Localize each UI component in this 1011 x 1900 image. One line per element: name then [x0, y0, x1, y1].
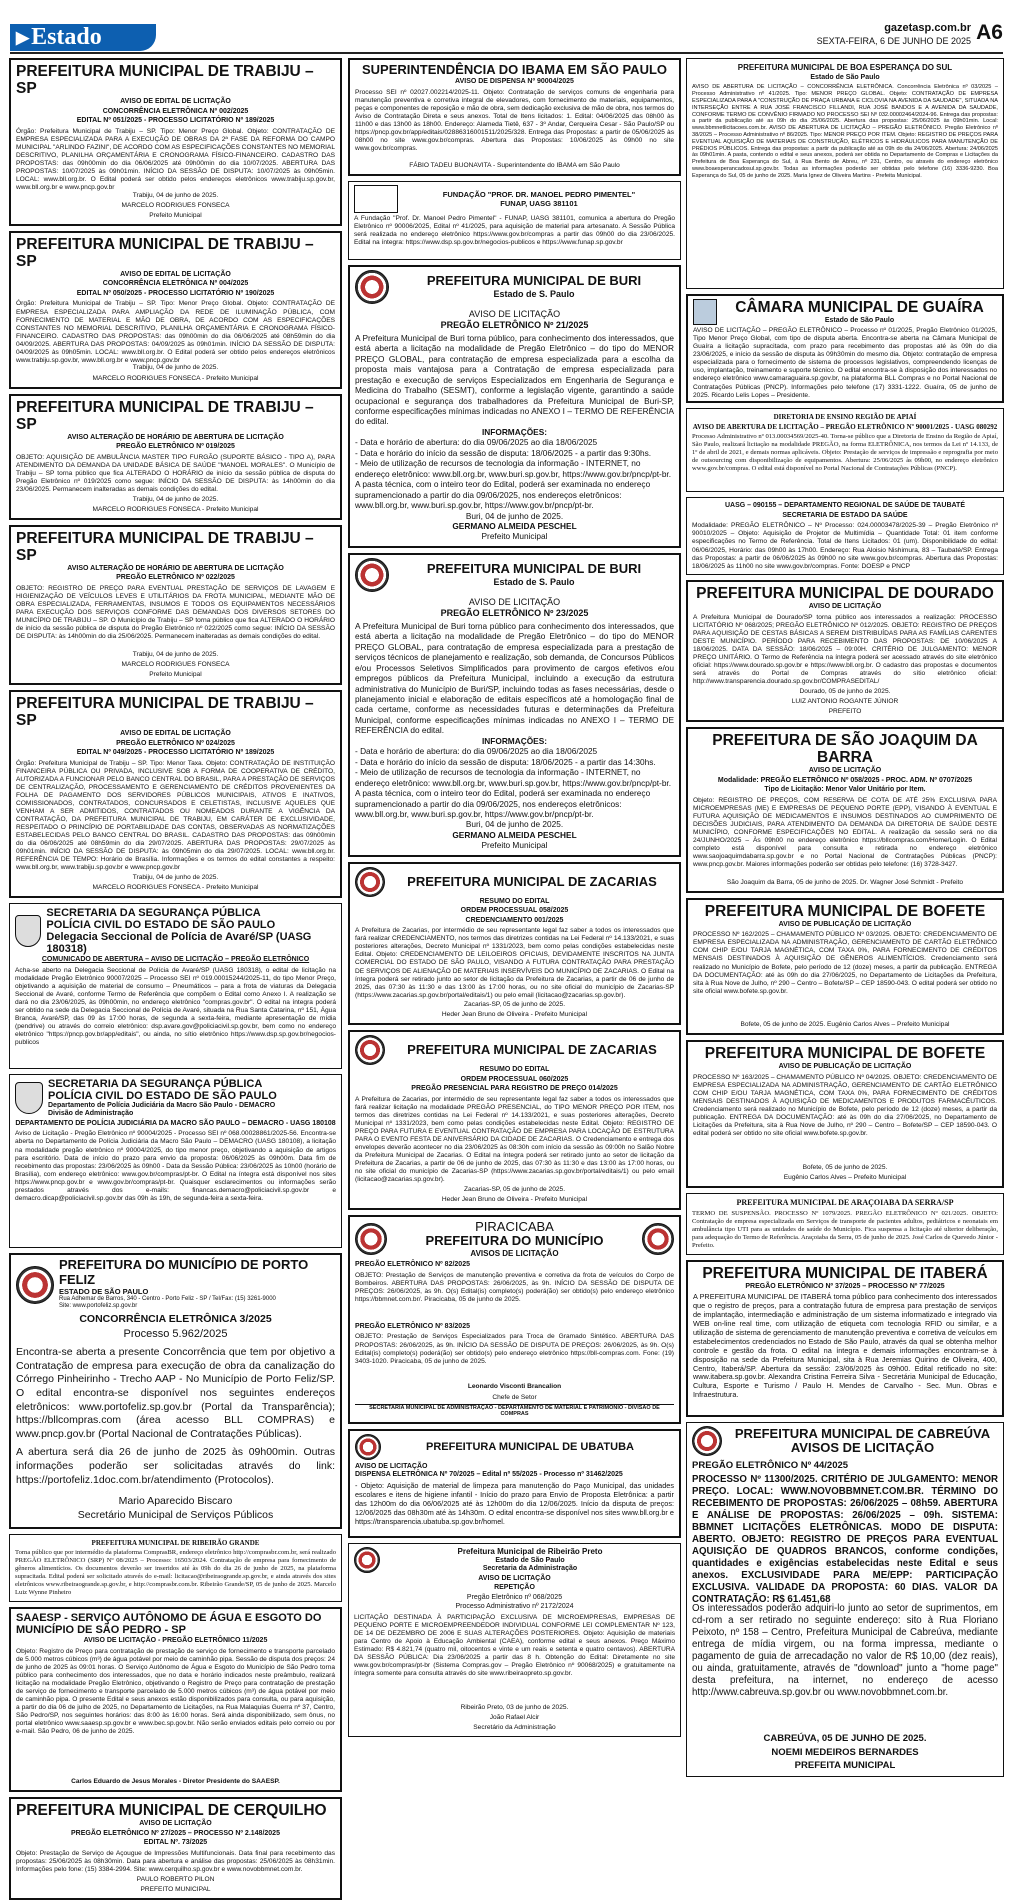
- municipal-seal-icon: [692, 1426, 722, 1456]
- notice-ubatuba: [348, 1429, 681, 1538]
- notice-signature-role: PREFEITA MUNICIPAL: [794, 1760, 896, 1772]
- notice-info: - Meio de utilização de recursos de tecnologia da informação - INTERNET, no endereço eletrônico: www.bll.org.br, www.buri.sp.gov.br, https://www.gov.br/pncp/pt-br. A pasta técnica, com o inteiro teor do Edital, poderá ser examinada no endereço supramencionado a partir do dia 09/06/2025, nos endereços eletrônicos: www.bll.org.br, www.buri.sp.gov.br, https://www.gov.br/pncp/pt-br.: [355, 767, 672, 819]
- notice-title: PREFEITURA MUNICIPAL DE TRABIJU – SP: [16, 529, 314, 564]
- notice-body: [355, 621, 674, 851]
- notice-body: [355, 333, 674, 542]
- notice-subtitle: EDITAL Nº 049/2025 - PROCESSO LICITATÓRIO Nº 189/2025: [76, 749, 275, 757]
- notice-title: PREFEITURA MUNICIPAL DE ITABERÁ: [702, 1264, 988, 1282]
- notice-body: LICITAÇÃO DESTINADA À PARTICIPAÇÃO EXCLUSIVA DE MICROEMPRESAS, EMPRESAS DE PEQUENO PORTE E MICROEMPREENDEDOR INDIVIDUAL CONFORME LEI COMPLEMENTAR Nº 123, DE 14 DE DEZEMBRO DE 2006 E SUAS ALTERAÇÕES POSTERIORES. Objeto: Aquisição de materiais para Centro de Apoio à Educação Ambiental (CAEA), conforme edital e seus anexos. Preço Máximo Estimado: R$ 4.821,74 (quatro mil, oitocentos e vinte e um reais e setenta e quatro centavos). ABERTURA DA SESSÃO PÚBLICA: Dia 23/06/2025 a partir das 8 h. Obtenção do Edital: Diretamente no site www.gov.br/compras/pt-br (Sistema Compras.gov – Pregão Eletrônico nº 90068/2025) e gratuitamente na íntegra somente para consulta através do site www.ribeiraopreto.sp.gov.br.: [354, 1613, 675, 1678]
- notice-title: PREFEITURA MUNICIPAL DE ZACARIAS: [407, 1042, 657, 1058]
- notice-signature: GERMANO ALMEIDA PESCHEL: [452, 829, 577, 840]
- notice-signature: MARCELO RODRIGUES FONSECA: [121, 201, 230, 209]
- notice-subtitle: CREDENCIAMENTO 001/2025: [465, 916, 564, 924]
- notice-title: DIRETORIA DE ENSINO REGIÃO DE APIAÍ: [773, 413, 917, 422]
- notice-signature: NOEMI MEDEIROS BERNARDES: [771, 1746, 919, 1758]
- notice-body: Processo Administrativo nº 013.00034569/2025-40. Torna-se público que a Diretoria de Ensino da Região de Apiaí, São Paulo, realizará licitação na modalidade PREGÃO, na forma ELETRÔNICA, nos termos da Lei nº 14.133, de 1º de abril de 2021, e demais normas aplicáveis. Objeto: Prestação de serviços de impressão e reprografia por meio de outsourcing com disponibilização de equipamentos. Abertura: 25/06/2025 às 09h00, no endereço eletrônico www.gov.br/compras. O edital está disponível no Portal Nacional de Contratações Públicas (PNCP).: [692, 433, 998, 473]
- notice-subtitle: DEPARTAMENTO DE POLÍCIA JUDICIÁRIA DA MACRO SÃO PAULO – DEMACRO - UASG 180108: [15, 1119, 336, 1127]
- notice-signature: MARCELO RODRIGUES FONSECA: [121, 660, 230, 668]
- notice-itabera: [686, 1260, 1004, 1418]
- notice-title: PREFEITURA DO MUNICÍPIO: [425, 1233, 604, 1249]
- notice-title: POLÍCIA CIVIL DO ESTADO DE SÃO PAULO: [48, 1089, 277, 1102]
- notice-body: A Prefeitura Municipal de Dourado/SP torna público aos interessados a realização: PROCESSO LICITATÓRIO Nº 068/2025; PREGÃO ELETRÔNICO Nº 012/2025. OBJETO: REGISTRO DE PREÇOS PARA AQUISIÇÃO DE CESTAS BÁSICAS A SEREM DISTRIBUÍDAS PARA AS FAMÍLIAS CARENTES DESTE MUNICÍPIO. PERÍODO PARA RECEBIMENTO DAS PROPOSTAS: DE 10/06/2025 A 18/06/2025. DATA DA SESSÃO: 18/06/2025 – 09:00H. CRITÉRIO DE JULGAMENTO: MENOR PREÇO UNITÁRIO. O Termo de Referência na íntegra poderá ser acessado através do site eletrônico oficial: https://www.dourado.sp.gov.br e https://www.bll.org.br. O cadastro das propostas e documentos será através do Portal de Compras através do sítio eletrônico oficial: http://www.transparencia.dourado.sp.gov.br/COMPRASEDITAL/: [693, 613, 997, 686]
- notice-body: PROCESSO Nº 11300/2025. CRITÉRIO DE JULGAMENTO: MENOR PREÇO. LOCAL: WWW.NOVOBBMNET.COM.BR. TÉRMINO DO RECEBIMENTO DE PROPOSTAS: 26/06/2025 – 08h59. ABERTURA E ANÁLISE DE PROPOSTAS: 26/06/2025 – 09h. SISTEMA: BBMNET LICITAÇÕES ELETRÔNICAS. MODO DE DISPUTA: ABERTO. OBJETO: REGISTRO DE PREÇOS PARA EVENTUAL AQUISIÇÃO DE QUADROS BRANCOS, conforme condições, quantidades e exigências estabelecidas neste Edital e seus anexos. EXCLUSIVIDADE PARA ME/EPP: PARTICIPAÇÃO EXCLUSIVA. VALIDADE DA PROPOSTA: 60 DIAS. VALOR DA CONTRATAÇÃO: R$ 61.451,68: [692, 1473, 998, 1606]
- notice-trabiju-3: [9, 394, 342, 520]
- notice-title: Prefeitura Municipal de Ribeirão Preto: [457, 1547, 603, 1557]
- notice-title: SUPERINTENDÊNCIA DO IBAMA EM SÃO PAULO: [361, 62, 668, 77]
- notice-signature: Carlos Eduardo de Jesus Morales - Diretor Presidente do SAAESP.: [71, 1777, 280, 1785]
- notice-subtitle: AVISO DE LICITAÇÃO - PREGÃO ELETRÔNICO 11/2025: [83, 1637, 268, 1645]
- notice-heading-row: [692, 1426, 998, 1456]
- notice-subtitle: AVISO DE ABERTURA DE LICITAÇÃO – PREGÃO ELETRÔNICO Nº 90001/2025 - UASG 080292: [692, 422, 998, 431]
- notice-body: TERMO DE SUSPENSÃO. PROCESSO Nº 1079/2025. PREGÃO ELETRÔNICO Nº 021/2025. OBJETO: Contratação de empresa especializada em Serviços de transporte de pacientes adultos, pediátricos e neonatais em ambulância tipo UTI para as unidades de saúde do Município. Fica suspensa a licitação até ulterior deliberação, para adequação do Termo de Referência. Araçoiaba da Serra, 05 de junho de 2025. José Carlos de Quevedo Júnior - Prefeito.: [692, 1209, 998, 1249]
- notice-subtitle: Estado de São Paulo: [824, 316, 895, 324]
- notice-title: PREFEITURA MUNICIPAL DE BOA ESPERANÇA DO SUL: [737, 63, 953, 72]
- notice-subtitle: ORDEM PROCESSUAL 058/2025: [460, 907, 569, 915]
- notice-signature-role: Secretário da Administração: [473, 1724, 556, 1732]
- notice-trabiju-1: [9, 58, 342, 226]
- notice-date: Ribeirão Preto, 03 de junho de 2025.: [460, 1703, 569, 1711]
- notice-title: PREFEITURA MUNICIPAL DE BURI: [426, 561, 642, 577]
- notice-title: PREFEITURA DE SÃO JOAQUIM DA BARRA: [712, 732, 978, 767]
- notice-sao-joaquim-da-barra: [686, 727, 1004, 893]
- notice-subtitle: Processo Administrativo nº 2172/2024: [455, 1603, 574, 1611]
- notice-title: PREFEITURA MUNICIPAL DE CABREÚVA: [734, 1426, 991, 1442]
- notice-heading-row: [354, 185, 675, 213]
- police-badge-icon: [15, 915, 41, 947]
- notice-porto-feliz: [9, 1253, 342, 1528]
- notice-date: Zacarias-SP, 05 de junho de 2025.: [463, 1001, 566, 1009]
- notice-info-title: INFORMAÇÕES:: [482, 426, 547, 437]
- notice-body: Órgão: Prefeitura Municipal de Trabiju – SP. Tipo: Menor Preço Global. Objeto: CONTRATAÇÃO DE EMPRESA ESPECIALIZADA PARA AMPLIAÇÃO DA REDE DE ILUMINAÇÃO PÚBLICA, COM FORNECIMENTO DE MATERIAL E MÃO DE OBRA, DE ACORDO COM AS ESPECIFICAÇÕES CONSTANTES NO MEMORIAL DESCRITIVO, PLANILHA ORÇAMENTÁRIA E CRONOGRAMA FÍSICO-FINANCEIRO. CADASTRO DAS PROPOSTAS: das 09h00min do dia 06/06/2025 até 08h59min do dia 04/09/2025. ABERTURA DAS PROPOSTAS: 04/09/2025 às 09h01min. INÍCIO DA SESSÃO DE DISPUTA: 04/09/2025 às 09h05min. LOCAL: www.bll.org.br. O Edital poderá ser obtido pelos endereços eletrônicos www.trabiju.sp.gov.br, www.bll.org.br e www.pncp.gov.br: [16, 300, 335, 364]
- notice-subtitle: CONCORRÊNCIA ELETRÔNICA Nº 002/2025: [102, 107, 249, 115]
- notice-bofete-2: [686, 1040, 1004, 1188]
- notice-body: AVISO DE ABERTURA DE LICITAÇÃO – CONCORRÊNCIA ELETRÔNICA. Concorrência Eletrônica nº 03/2025 – Processo Administrativo nº 41/2025. Tipo: MENOR PREÇO GLOBAL. Objeto: CONTRATAÇÃO DE EMPRESA ESPECIALIZADA PARA A "CONSTRUÇÃO DE PRAÇA URBANA E CICLOVIA NA AVENIDA DA SAUDADE", SITUADA NA INTERSEÇÃO ENTRE A RUA JOSÉ FRANCISCO FILLANDI, RUA JOSÉ BANDOS E A AVENIDA DA SAUDADE, CONFORME TERMO DE CONVÊNIO FIRMADO NO PROCESSO SEI Nº 032.00002464/2024-96. Entrega das propostas: a partir da publicação até as 09h do dia 25/06/2025. Abertura das propostas: 25/06/2025 às 09h01min. Local: www.bbmnetlicitacoes.com.br. AVISO DE ABERTURA DE LICITAÇÃO – PREGÃO ELETRÔNICO. Pregão Eletrônico nº 38/2025 – Processo Administrativo nº 86/2025. Tipo: MENOR PREÇO POR ITEM. Objeto: REGISTRO DE PREÇOS PARA EVENTUAL AQUISIÇÃO DE MATERIAIS DE CONSTRUÇÃO, ELÉTRICOS E HIDRÁULICOS PARA MANUTENÇÃO DE PRÉDIOS PÚBLICOS. Entrega das propostas: a partir da publicação até as 09h do dia 24/06/2025. Abertura: 24/06/2025 às 09h01min. A pasta, contendo o edital e seus anexos, poderá ser obtida no Departamento de Compras e Licitações da Prefeitura de Boa Esperança do Sul, à Rua Bento de Abreu, nº 231, Centro, ou através do endereço eletrônico www.boaesperancadosul.sp.gov.br. Todas as informações poderão ser obtidas pelo telefone (16) 3336-9230. Boa Esperança do Sul, 05 de junho de 2025. Maria Ignez de Oliveira Martins - Prefeita Municipal.: [692, 84, 998, 179]
- notice-signature-role: Prefeito Municipal: [481, 840, 548, 851]
- notice-subtitle: PREGÃO ELETRÔNICO Nº 21/2025: [440, 319, 589, 330]
- notice-title: SECRETARIA DA SEGURANÇA PÚBLICA: [46, 906, 261, 919]
- notice-ssp-demacro: [9, 1074, 342, 1249]
- notice-date: Bofete, 05 de junho de 2025.: [802, 1163, 888, 1171]
- municipal-seal-icon: [355, 270, 389, 304]
- notice-signature-role: PREFEITO MUNICIPAL: [140, 1885, 211, 1893]
- notice-title: CÂMARA MUNICIPAL DE GUAÍRA: [735, 299, 984, 317]
- notice-info: - Data e horário do início da sessão de disputa: 18/06/2025 - a partir das 14:30hs.: [355, 756, 656, 767]
- notice-subtitle: CONCORRÊNCIA ELETRÔNICA 3/2025: [79, 1312, 272, 1325]
- municipal-seal-icon: [16, 1266, 54, 1304]
- notice-subtitle: AVISO DE EDITAL DE LICITAÇÃO: [120, 270, 231, 278]
- notice-title: FUNAP, UASG 381101: [500, 198, 578, 208]
- notice-site[interactable]: Site: www.portofeliz.sp.gov.br: [59, 1303, 138, 1310]
- notice-title: PREFEITURA MUNICIPAL DE ZACARIAS: [407, 873, 657, 889]
- notice-subtitle: EDITAL Nº 050/2025 - PROCESSO LICITATÓRIO Nº 190/2025: [76, 289, 275, 297]
- notice-subtitle: EDITAL Nº 051/2025 - PROCESSO LICITATÓRIO Nº 189/2025: [76, 117, 275, 125]
- notice-subtitle: COMUNICADO DE ABERTURA – AVISO DE LICITAÇÃO – PREGÃO ELETRÔNICO: [41, 956, 310, 964]
- notice-saaesp: [9, 1607, 342, 1792]
- notice-subtitle: AVISO DE LICITAÇÃO: [808, 603, 882, 611]
- notice-heading-row: [355, 1434, 674, 1460]
- notice-subtitle: Divisão de Administração: [48, 1110, 134, 1118]
- municipal-seal-icon: [355, 1223, 387, 1255]
- notice-body: Objeto: Registro de Preço para contratação de prestação de serviço de fornecimento e transporte parcelado de 5.000 metros cúbicos (m³) de água potável por meio de caminhão pipa. Sessão de disputa dos preços: 24 de junho de 2025 às 09:01 horas. O Serviço Autônomo de Água e Esgoto do Município de São Pedro torna público para conhecimento dos interessados, que no data e horário indicados neste preâmbulo, realizará licitação na modalidade Pregão Eletrônico, objetivando o Registro de Preço para contratação de prestação de serviço de fornecimento e transporte parcelado de 5.000 metros cúbicos (m³) de água potável por meio de caminhão pipa. O presente Edital e seus anexos estão disponibilizados para consulta, ou para aquisição, a partir do dia 06 de julho de 2025, no Departamento de Licitações, na Rua Malaquias Guerra nº 37, Centro, São Pedro/SP, nos seguintes horários: das 8:00 às 16:00 horas. Será ainda disponibilizado, sem ônus, no portal eletrônico www.saaesp.sp.gov.br e www.bec.sp.gov.br. Não serão enviados editais pelo correio ou por e-mail. São Pedro, 06 de junho de 2025.: [16, 1647, 335, 1736]
- notice-paragraph: A Prefeitura Municipal de Buri torna público, para conhecimento dos interessados, que está aberta a licitação na modalidade de Pregão Eletrônico – do tipo do MENOR PREÇO GLOBAL, para contratação de empresa especializada para a escolha da proposta mais vantajosa para a Contratação de empresa especializada para prestação e execução de serviços Especializados em Engenharia de Segurança e Medicina do Trabalho (SESMT), conforme a legislação vigente, garantindo a saúde ocupacional e segurança dos trabalhadores da Prefeitura Municipal de Buri-SP, conforme especificações mínimas indicadas no ANEXO I – TERMO DE REFERÊNCIA do edital.: [355, 332, 674, 427]
- site-url[interactable]: gazetasp.com.br: [884, 22, 971, 34]
- notice-signature: MARCELO RODRIGUES FONSECA - Prefeito Municipal: [92, 374, 259, 382]
- notice-subtitle: EDITAL Nº. 73/2025: [143, 1839, 208, 1847]
- notice-subtitle: AVISOS DE LICITAÇÃO: [790, 1440, 935, 1456]
- notice-signature-role: Secretário Municipal de Serviços Públicos: [77, 1509, 274, 1522]
- notice-date: CABREÚVA, 05 DE JUNHO DE 2025.: [763, 1732, 927, 1744]
- notice-heading-row: [355, 1035, 674, 1065]
- notice-signature-role: PREFEITO: [828, 708, 862, 716]
- notice-title: FUNDAÇÃO "PROF. DR. MANOEL PEDRO PIMENTEL": [442, 189, 636, 199]
- notice-heading-row: [15, 907, 336, 955]
- notice-info: - Data e horário de abertura: do dia 09/06/2025 ao dia 18/06/2025: [355, 437, 598, 448]
- municipal-seal-icon: [355, 867, 385, 897]
- notice-title: PREFEITURA MUNICIPAL DE TRABIJU – SP: [16, 695, 314, 730]
- notice-title: PREFEITURA DO MUNICÍPIO DE PORTO FELIZ: [59, 1257, 309, 1287]
- column-right: [686, 58, 1004, 1780]
- notice-subtitle: AVISO DE LICITAÇÃO: [468, 596, 561, 607]
- notice-body: A PREFEITURA MUNICIPAL DE ITABERÁ torna público para conhecimento dos interessados que o registro de preços, para a contratação futura de empresa para prestação de serviços de implantação, intermediação e administração de um sistema informatizado e integrado via WEB on-line real time, com utilização de etiqueta com tecnologia RFID ou similar, e a utilização de sistema de gerenciamento de manutenção preventiva e corretiva de veículos em estabelecimentos credenciados no Estado de São Paulo, através da qual se obtenha melhor controle e gestão da frota. O edital na íntegra e demais informações encontram-se à disposição na sede da Prefeitura Municipal, sita à Rua Jeremias Quirino de Oliveira, 400, Centro, Itaberá/SP. Abertura da sessão: 23/06/2025 às 09h00. Edital retificado no site: www.itabera.sp.gov.br. Alexandra Cristina Ferreira Silva - Secretária Municipal de Educação, Cultura, Esporte e Turismo / Paulo H. Mendes de Carvalho - Sec. Mun. Obras e Infraestrutura.: [693, 1292, 997, 1400]
- notice-buri-1: [348, 265, 681, 548]
- notice-heading-row: [355, 270, 674, 304]
- notice-body: OBJETO: AQUISIÇÃO DE AMBULÂNCIA MASTER TIPO FURGÃO (SUPORTE BÁSICO - TIPO A), PARA ATENDIMENTO DA DEMANDA DA UNIDADE BÁSICA DE SAÚDE "MANOEL MORALES". O Município de Trabiju – SP torna público que fica ALTERADO O HORÁRIO de início da sessão pública de disputa do Pregão Eletrônico nº 019/2025 como segue: INÍCIO DA SESSÃO DE DISPUTA: às 14h00min do dia 23/06/2025. Permanecem inalteradas as demais condições do edital.: [16, 453, 335, 493]
- notice-subtitle: RESUMO DO EDITAL: [479, 897, 550, 905]
- notice-aracoiaba: [686, 1193, 1004, 1255]
- notice-subtitle: PREGÃO ELETRÔNICO Nº 024/2025: [116, 739, 235, 747]
- notice-trabiju-5: [9, 690, 342, 898]
- notice-signature-role: Prefeito Municipal: [481, 531, 548, 542]
- police-badge-icon: [15, 1082, 43, 1114]
- notice-apiai: [686, 408, 1004, 492]
- notice-subtitle: PREGÃO ELETRÔNICO Nº 27/2025 – PROCESSO Nº 2.148/2025: [71, 1829, 280, 1837]
- section-masthead: [10, 24, 156, 51]
- notice-body: Os interessados poderão adquiri-lo junto ao setor de suprimentos, em cd-rom a ser retirado no seguinte endereço: sito à Rua Floriano Peixoto, nº 158 – Centro, Prefeitura Municipal de Cabreúva, mediante entrega de mídia virgem, ou na forma impressa, mediante o pagamento de guia de arrecadação no valor de R$ 10,00 (dez reais), ou ainda, gratuitamente, através de "download" junto a "home page" desta prefeitura, na internet, no endereço de acesso http://www.cabreuva.sp.gov.br ou www.novobbmnet.com.br.: [692, 1602, 998, 1699]
- notice-subtitle: AVISO ALTERAÇÃO DE HORÁRIO DE ABERTURA DE LICITAÇÃO: [67, 433, 284, 441]
- page-header: [0, 0, 1011, 54]
- notice-zacarias-1: [348, 862, 681, 1026]
- notice-subtitle: AVISO DE EDITAL DE LICITAÇÃO: [120, 730, 231, 738]
- notice-subtitle: PREGÃO ELETRÔNICO Nº 022/2025: [116, 574, 235, 582]
- notice-subtitle: AVISO DE LICITAÇÃO: [139, 1820, 212, 1828]
- camara-logo-icon: [693, 299, 717, 325]
- notice-subtitle: PREGÃO ELETRÔNICO Nº 23/2025: [440, 607, 589, 618]
- notice-subtitle: AVISO DE PUBLICAÇÃO DE LICITAÇÃO: [778, 1063, 912, 1071]
- notice-paragraph: A abertura será dia 26 de junho de 2025 às 09h00min. Outras informações poderão ser solicitadas através do link: https://portofeliz.1doc.com.br/atendimento (Protocolos).: [16, 1446, 335, 1486]
- notice-body: Processo SEI nº 02027.002214/2025-11. Objeto: Contratação de serviços comuns de engenharia para manutenção preventiva e corretiva integral de elevadores, com fornecimento de materiais, equipamentos, peças e componentes de reposição e mão de obra, sem dedicação exclusiva de mão de obra, nos termos do Aviso de Contratação Direta e seus anexos. Total de Itens licitados: 1. Edital: 04/06/2025 das 08h00 às 11h00 e das 13h00 às 18h00. Endereço: Alameda Tietê, 637 - 3º Andar, Cerqueira Cesar - São Paulo/SP ou https://pncp.gov.br/app/editais/02886316001511/2025/328. Entrega das Propostas: a partir de 05/06/2025 às 08h00 no site www.gov.br/compras. Abertura das Propostas: 10/06/2025 às 09h00 no site www.gov.br/compras.: [355, 88, 674, 153]
- notice-subtitle: AVISO DE LICITAÇÃO: [468, 308, 561, 319]
- notice-signature: FÁBIO TADEU BUONAVITA - Superintendente do IBAMA em São Paulo: [409, 161, 620, 169]
- notice-heading-row: [355, 1220, 674, 1258]
- notice-body: AVISO DE LICITAÇÃO – PREGÃO ELETRÔNICO – Processo nº 01/2025, Pregão Eletrônico 01/2025, Tipo Menor Preço Global, com tipo de disputa aberta. Encontra-se aberta na Câmara Municipal de Guaíra a licitação supracitada, com prazo para recebimento das propostas até às 09h do dia 23/06/2025, e início da sessão de disputa às 09h30min do mesmo dia. Objeto: contratação de empresa especializada para o fornecimento de sistema de processos legislativos, compreendendo licenças de uso, implantação, treinamento e suporte técnico. O edital encontra-se à disposição dos interessados no endereço eletrônico www.camaraguaira.sp.gov.br, na plataforma BLL Compras e no Portal Nacional de Contratações Públicas (PNCP). Informações pelo telefone (17) 3331-1222. Guaíra, 05 de junho de 2025. Ricardo Lelis Lopes – Presidente.: [693, 327, 997, 399]
- notice-subtitle: Tipo de Licitação: Menor Valor Unitário por Item.: [764, 786, 926, 794]
- notice-date: Trabiju, 04 de junho de 2025.: [132, 191, 219, 199]
- notice-funap: [348, 181, 681, 260]
- notice-subtitle: AVISO DE LICITAÇÃO: [478, 1574, 551, 1582]
- notice-body: OBJETO: REGISTRO DE PREÇO PARA EVENTUAL PRESTAÇÃO DE SERVIÇOS DE LAVAGEM E HIGIENIZAÇÃO DE VEÍCULOS LEVES E UTILITÁRIOS DA FROTA MUNICIPAL, MEDIANTE MÃO DE OBRA ESPECIALIZADA, FERRAMENTAS, INSUMOS E TODOS OS EQUIPAMENTOS NECESSÁRIOS PARA EXECUÇÃO DOS SERVIÇOS CONFORME DAS DEMANDAS DOS DIVERSOS SETORES DO MUNICÍPIO DE TRABIJU – SP. O Município de Trabiju – SP torna público que fica ALTERADO O HORÁRIO de início da sessão pública de disputa do Pregão Eletrônico nº 022/2025 como segue: INÍCIO DA SESSÃO DE DISPUTA: às 14h00min do dia 25/06/2025. Permanecem inalteradas as demais condições do edital.: [16, 584, 335, 641]
- notice-subtitle: DISPENSA ELETRÔNICA Nº 70/2025 – Edital nº 55/2025 - Processo nº 31462/2025: [355, 1471, 623, 1479]
- notice-title: PREFEITURA MUNICIPAL DE RIBEIRÃO GRANDE: [91, 1538, 260, 1547]
- notice-heading-row: [355, 867, 674, 897]
- municipal-seal-icon: [355, 1035, 385, 1065]
- notice-subtitle: PREGÃO ELETRÔNICO Nº 019/2025: [116, 443, 235, 451]
- notice-date: Dourado, 05 de junho de 2025.: [799, 687, 891, 695]
- notice-paragraph: A Prefeitura Municipal de Buri torna público para conhecimento dos interessados, que está aberta a licitação na modalidade de Pregão Eletrônico – do tipo do MENOR PREÇO GLOBAL, para contratação de empresa especializada para a prestação de serviços técnicos de planejamento e realização, sob demanda, de Concursos Públicos e/ou Processos Seletivos Simplificados para provimento de cargos efetivos e/ou empregos públicos da Prefeitura Municipal, incluindo a execução da estrutura administrativa do Município de Buri/SP, incluindo todas as fases necessárias, desde o planejamento inicial e elaboração de editais específicos até a homologação final de cada certame, conforme as necessidades futuras e determinações da Prefeitura Municipal, conforme especificações mínimas indicadas no ANEXO I – TERMO DE REFERÊNCIA do edital.: [355, 620, 674, 736]
- notice-subtitle: ESTADO DE SÃO PAULO: [59, 1287, 149, 1297]
- notice-signature: Heder Jean Bruno de Oliveira - Prefeito Municipal: [441, 1196, 588, 1204]
- notice-footer: SECRETARIA MUNICIPAL DE ADMINISTRAÇÃO - DEPARTAMENTO DE MATERIAL E PATRIMÔNIO - DIVISÃO DE COMPRAS: [355, 1404, 674, 1418]
- notice-title: PREFEITURA MUNICIPAL DE BURI: [426, 273, 642, 289]
- notice-subtitle: RESUMO DO EDITAL: [479, 1066, 550, 1074]
- notice-body: PROCESSO Nº 163/2025 – CHAMAMENTO PÚBLICO Nº 04/2025. OBJETO: CREDENCIAMENTO DE EMPRESA ESPECIALIZADA NA ADMINISTRAÇÃO, GERENCIAMENTO DE CARTÃO ELETRÔNICO COM CHIP E/OU TARJA MAGNÉTICA, COM TAXA 0%, PARA FORNECIMENTO DE CRÉDITOS MENSAIS DESTINADOS À AQUISIÇÃO DE MEDICAMENTOS E PRODUTOS FARMACÊUTICOS. Credenciamento será realizado no Município de Bofete, pelo período de 12 (doze) meses, a partir da publicação. ENTREGA DA DOCUMENTAÇÃO: até às 09h do dia 27/06/2025, no Departamento de Licitações da Prefeitura, sita à Rua Nove de Julho, nº 290 – Centro – Bofete/SP – CEP 18590-043. O edital poderá ser obtido no site oficial www.bofete.sp.gov.br.: [693, 1073, 997, 1138]
- notice-title: PREFEITURA MUNICIPAL DE DOURADO: [696, 585, 994, 603]
- notice-body: Objeto: REGISTRO DE PREÇOS, COM RESERVA DE COTA DE ATÉ 25% EXCLUSIVA PARA MICROEMPRESAS (ME) E EMPRESAS DE PEQUENO PORTE (EPP), VISANDO À EVENTUAL E FUTURA AQUISIÇÃO DE MEDICAMENTOS E INSUMOS DESTINADOS AO CUMPRIMENTO DE DECISÕES JUDICIAIS, PARA ATENDIMENTO DA DEMANDA DA DIRETORIA DE SAÚDE DESTE MUNICÍPIO, CONFORME ESPECIFICAÇÕES NO EDITAL. A realização da sessão será no dia 24/JUNHO/2025 – Às 09h00 no endereço eletrônico https://bllcompras.com/Home/Login. O Edital completo está disponível para consulta e retirada no endereço eletrônico www.saojoaquimdabarra.sp.gov.br e no Portal Nacional de Contratações Públicas (PNCP): www.pncp.gov.br. Maiores informações poderão ser obtidas pelo telefone: (16) 3728-3427.: [693, 796, 997, 869]
- notice-address: Rua Adhemar de Barros, 340 - Centro - Porto Feliz - SP / Tel/Fax: (15) 3261-9000: [59, 1296, 276, 1303]
- notice-signature: João Rafael Alcir: [489, 1713, 540, 1721]
- notice-body: [16, 1346, 335, 1523]
- header-rule: [10, 52, 1003, 54]
- notice-title: PIRACICABA: [475, 1219, 554, 1235]
- column-middle: [348, 58, 681, 1780]
- notice-heading-row: [15, 1078, 336, 1119]
- notice-signature: LUIZ ANTONIO ROGANTE JÚNIOR: [791, 698, 899, 706]
- notice-ribeirao-preto: [348, 1543, 681, 1737]
- notice-subtitle: SECRETARIA DE ESTADO DA SAÚDE: [782, 511, 908, 519]
- notice-body: Objeto: Prestação de Serviço de Açougue de Impressões Multifuncionais. Data final para recebimento das propostas: 25/06/2025 às 08h30min. Data para abertura e análise das propostas: 25/06/2025 às 08h31min. Informações pelo fone: (15) 3384-2994. Site: www.cerquilho.sp.gov.br e www.novobbmnet.com.br.: [16, 1849, 335, 1873]
- notice-body: Órgão: Prefeitura Municipal de Trabiju – SP. Tipo: Menor Preço Global. Objeto: CONTRATAÇÃO DE EMPRESA ESPECIALIZADA PARA A EXECUÇÃO DE OBRAS DA 2ª FASE DA REFORMA DO CAMPO MUNICIPAL "ARLINDO FAZINI", DE ACORDO COM AS ESPECIFICAÇÕES CONSTANTES NO MEMORIAL DESCRITIVO, PLANILHA ORÇAMENTÁRIA E CRONOGRAMA FÍSICO-FINANCEIRO. CADASTRO DAS PROPOSTAS: das 09h00min do dia 06/06/2025 até 09h00min do dia 10/07/2025. ABERTURA DAS PROPOSTAS: 10/07/2025 às 09h01min. INÍCIO DA SESSÃO DE DISPUTA: 10/07/2025 às 09h05min. LOCAL: www.bll.org.br. O Edital poderá ser obtido pelos endereços eletrônicos www.trabiju.sp.gov.br, www.bll.org.br e www.pncp.gov.br: [16, 127, 335, 191]
- notice-ribeirao-grande: [9, 1534, 342, 1603]
- notice-piracicaba: [348, 1215, 681, 1424]
- notice-item-title: PREGÃO ELETRÔNICO Nº 83/2025: [355, 1322, 470, 1330]
- notice-title: POLÍCIA CIVIL DO ESTADO DE SÃO PAULO: [46, 918, 276, 931]
- notice-ssp-avare: [9, 903, 342, 1069]
- notice-body: OBJETO: Prestação de Serviços Especializados para Troca de Gramado Sintético. ABERTURA DAS PROPOSTAS: 26/06/2025, às 9h. INÍCIO DA SESSÃO DE DISPUTA DE PREÇOS: 26/06/2025, às 9h. O(s) Edital(is) completo(s) poderá(ão) ser obtido(s) pelo endereço eletrônico https://bll-compras.com. Fone: (19) 3403-1020. Piracicaba, 05 de junho de 2025.: [355, 1333, 674, 1365]
- municipal-seal-icon: [642, 1223, 674, 1255]
- issue-date: SEXTA-FEIRA, 6 DE JUNHO DE 2025: [816, 35, 971, 46]
- notice-buri-2: [348, 553, 681, 857]
- notice-date: Bofete, 05 de junho de 2025. Eugênio Carlos Alves – Prefeito Municipal: [740, 1021, 950, 1029]
- notice-body: OBJETO: Prestação de Serviços de manutenção preventiva e corretiva da frota de veículos do Corpo de Bombeiros. ABERTURA DAS PROPOSTAS: 26/06/2025, às 9h. INÍCIO DA SESSÃO DE DISPUTA DE PREÇOS: 26/06/2025, às 9h. O(s) Edital(is) completo(s) poderá(ão) ser obtido(s) pelo endereço eletrônico https://bbmnet.com.br/. Piracicaba, 05 de junho de 2025.: [355, 1271, 674, 1304]
- notice-guaira: [686, 294, 1004, 403]
- notice-title: PREFEITURA MUNICIPAL DE BOFETE: [704, 1045, 986, 1063]
- notice-trabiju-2: [9, 231, 342, 389]
- notice-paragraph: Encontra-se aberta a presente Concorrência que tem por objetivo a Contratação de empresa para execução de obra da canalização do Córrego Pinheirinho - Trecho AAP - No Município de Porto Feliz/SP. O edital encontra-se disponível nos seguintes endereços eletrônicos: www.portofeliz.sp.gov.br (Portal da Transparência); https://bllcompras.com (área acesso BLL COMPRAS) e www.pncp.gov.br (Portal Nacional de Contratações Públicas).: [16, 1346, 335, 1440]
- notice-date: Trabiju, 04 de junho de 2025.: [132, 650, 219, 658]
- notice-title: PREFEITURA MUNICIPAL DE TRABIJU – SP: [16, 63, 314, 98]
- notice-subtitle: Estado de S. Paulo: [493, 288, 575, 299]
- notice-ibama: [348, 58, 681, 176]
- notice-cabreuva: [686, 1422, 1004, 1776]
- notice-bofete-1: [686, 898, 1004, 1036]
- notice-info: - Data e horário do início da sessão de disputa: 18/06/2025 - a partir das 9:30hs.: [355, 447, 652, 458]
- notice-info: - Meio de utilização de recursos de tecnologia da informação - INTERNET, no endereço eletrônico: www.bll.org.br, www.buri.sp.gov.br, https://www.gov.br/pncp/pt-br. A pasta técnica, com o inteiro teor do Edital, poderá ser examinada no endereço supramencionado a partir do dia 09/06/2025, nos endereços eletrônicos: www.bll.org.br, www.buri.sp.gov.br, https://www.gov.br/pncp/pt-br.: [355, 458, 672, 511]
- notice-title: PREFEITURA MUNICIPAL DE CERQUILHO: [16, 1801, 327, 1819]
- notice-subtitle: CONCORRÊNCIA ELETRÔNICA Nº 004/2025: [102, 280, 249, 288]
- municipal-seal-icon: [355, 558, 389, 592]
- arrow-icon: ▶: [16, 28, 30, 47]
- column-left: [9, 58, 342, 1893]
- notice-body: A Prefeitura de Zacarias, por intermédio de seu representante legal faz saber a todos os interessados que fará realizar CREDENCIAMENTO, nos termos das diretrizes contidas na Lei Federal nº 14.133/2021, e suas posteriores alterações, Decreto Municipal nº 1331/2023, bem como pelas condições estabelecidas neste Edital. Objeto: CREDENCIAMENTO DE LEILOEIROS OFICIAIS, DEVIDAMENTE INSCRITOS NA JUNTA COMERCIAL DO ESTADO DE SÃO PAULO, VISANDO A FUTURA CONTRATAÇÃO PARA PRESTAÇÃO DE SERVIÇOS DE ALIENAÇÃO DE MATERIAIS INSERVÍVEIS DO MUNICÍPIO DE ZACARIAS. O Edital na íntegra poderá ser retirado junto ao setor de licitação da Prefeitura de Zacarias, a partir de 06 de junho de 2025, das 07:30 às 11:30 e das 13:00 às 17:00 horas, ou no site oficial do município de Zacarias-SP (https://www.zacarias.sp.gov.br/portal/editais/1) ou pelo email (licitacao@zacarias.sp.gov.br).: [355, 927, 674, 999]
- notice-signature: MARCELO RODRIGUES FONSECA - Prefeito Municipal: [92, 883, 259, 891]
- notice-subtitle: Departamento de Polícia Judiciária da Macro São Paulo - DEMACRO: [48, 1101, 276, 1109]
- notice-signature-role: Prefeito Municipal: [149, 670, 202, 678]
- notice-subtitle: Estado de São Paulo: [810, 73, 880, 81]
- notice-subtitle: AVISO DE LICITAÇÃO: [808, 767, 882, 775]
- notice-date: Trabiju, 04 de junho de 2025.: [132, 495, 219, 503]
- notice-subtitle: Modalidade: PREGÃO ELETRÔNICO Nº 058/2025 - PROC. ADM. Nº 0707/2025: [717, 776, 973, 784]
- notice-subtitle: AVISO DE PUBLICAÇÃO DE LICITAÇÃO: [778, 920, 912, 928]
- notice-subtitle: PREGÃO ELETRÔNICO Nº 37/2025 – PROCESSO Nº 77/2025: [745, 1282, 945, 1290]
- notice-body: Torna público que por intermédio da plataforma ComprasBR, endereço eletrônico http://comprasbr.com.br, será realizado PREGÃO ELETRÔNICO (SRP) Nº 08/2025 – Processo: 16503/2024. Contratação de empresa para fornecimento de gêneros alimentícios. Os documentos deverão ser inseridos até às 09h do dia 26 de junho de 2025, na plataforma supracitada. Edital poderá ser solicitado através do e-mail: licitacao@ribeiraogrande.sp.gov.br, e ainda através dos sites eletrônicos www.ribeiraogrande.sp.gov.br, e http://comprasbr.com.br. Ribeirão Grande/SP, 05 de junho de 2025. Marcelo Luiz Wynne Pinheiro: [15, 1549, 336, 1597]
- notice-item-title: PREGÃO ELETRÔNICO Nº 44/2025: [692, 1460, 849, 1472]
- notice-signature: PAULO ROBERTO PILON: [136, 1875, 215, 1883]
- notice-body: PROCESSO Nº 162/2025 – CHAMAMENTO PÚBLICO Nº 03/2025. OBJETO: CREDENCIAMENTO DE EMPRESA ESPECIALIZADA NA ADMINISTRAÇÃO, GERENCIAMENTO DE CARTÃO ELETRÔNICO COM CHIP E/OU TARJA MAGNÉTICA, COM TAXA 0%, PARA FORNECIMENTO DE CRÉDITOS MENSAIS DESTINADOS À AQUISIÇÃO DE GÊNEROS ALIMENTÍCIOS. Credenciamento será realizado no Município de Bofete, pelo período de 12 (doze) meses, a partir da publicação. ENTREGA DA DOCUMENTAÇÃO: até às 09h do dia 27/06/2025, no Departamento de Licitações da Prefeitura, sita à Rua Nove de Julho, nº 290 – Centro – Bofete/SP – CEP 18590-043. O edital poderá ser obtido no site oficial www.bofete.sp.gov.br.: [693, 931, 997, 995]
- notice-signature: MARCELO RODRIGUES FONSECA - Prefeito Municipal: [92, 505, 259, 513]
- notice-subtitle: ORDEM PROCESSUAL 060/2025: [460, 1075, 569, 1083]
- notice-title: SAAESP - SERVIÇO AUTÔNOMO DE ÁGUA E ESGOTO DO MUNICÍPIO DE SÃO PEDRO - SP: [16, 1612, 322, 1637]
- municipal-seal-icon: [354, 1547, 380, 1573]
- notice-subtitle: AVISOS DE LICITAÇÃO: [470, 1248, 559, 1258]
- notice-signature: GERMANO ALMEIDA PESCHEL: [452, 520, 577, 531]
- notice-date: Zacarias-SP, 05 de junho de 2025.: [463, 1186, 566, 1194]
- notice-signature: Eugênio Carlos Alves – Prefeito Municipal: [783, 1174, 907, 1182]
- notice-heading-row: [693, 299, 997, 325]
- notice-signature: São Joaquim da Barra, 05 de junho de 2025. Dr. Wagner José Schmidt - Prefeito: [726, 878, 964, 886]
- notice-subtitle: AVISO ALTERAÇÃO DE HORÁRIO DE ABERTURA DE LICITAÇÃO: [67, 564, 284, 572]
- notice-body: A Prefeitura de Zacarias, por intermédio de seu representante legal faz saber a todos os interessados que fará realizar licitação na modalidade PREGÃO PRESENCIAL, do TIPO MENOR PREÇO POR ITEM, nos termos das diretrizes contidas na Lei Federal nº 14.133/2021, e suas posteriores alterações, Decreto Municipal nº 1331/2023, bem como pelas condições estabelecidas neste Edital. Objeto: REGISTRO DE PREÇO PARA FUTURA E EVENTUAL CONTRATAÇÃO DE EMPRESA PARA LOCAÇÃO DE ESTRUTURA PARA O EVENTO FESTA DE ANIVERSÁRIO DA CIDADE DE ZACARIAS. O Credenciamento e entrega dos envelopes deverão acontecer no dia 23/06/2025 às 08:30h com início da sessão às 09:00h no Salão Nobre da Prefeitura Municipal de Zacarias. O Edital na íntegra poderá ser retirado junto ao setor de licitação da Prefeitura de Zacarias, a partir de 06 de junho de 2025, das 07:30 às 11:30 e das 13:00 às 17:00 horas, ou no site oficial do município de Zacarias-SP (https://www.zacarias.sp.gov.br/portal/editais/1) ou pelo email (licitacao@zacarias.sp.gov.br).: [355, 1096, 674, 1184]
- notice-cerquilho: [9, 1797, 342, 1900]
- notice-zacarias-2: [348, 1030, 681, 1210]
- notice-title: PREFEITURA MUNICIPAL DE TRABIJU – SP: [16, 398, 314, 433]
- notice-title: UASG – 090155 – DEPARTAMENTO REGIONAL DE SAÚDE DE TAUBATÉ: [725, 502, 965, 510]
- notice-item-title: PREGÃO ELETRÔNICO Nº 82/2025: [355, 1261, 470, 1269]
- header-info: [817, 22, 971, 47]
- municipal-seal-icon: [355, 1434, 381, 1460]
- notice-body: Órgão: Prefeitura Municipal de Trabiju – SP. Tipo: Menor Taxa. Objeto: CONTRATAÇÃO DE INSTITUIÇÃO FINANCEIRA PÚBLICA OU PRIVADA, INCLUSIVE SOB A FORMA DE COOPERATIVA DE CRÉDITO, AUTORIZADA A FUNCIONAR PELO BANCO CENTRAL DO BRASIL, PARA A PRESTAÇÃO DE SERVIÇOS DE CENTRALIZAÇÃO, PROCESSAMENTO E GERENCIAMENTO DE CRÉDITOS PROVENIENTES DA FOLHA DE PAGAMENTO DOS SERVIDORES PÚBLICOS MUNICIPAIS, ATIVOS E INATIVOS, COMISSIONADOS, CONTRATADOS, CONCURSADOS E CELETISTAS, INCLUSIVE AQUELES QUE VENHAM A SER ADMITIDOS, CONTRATADOS OU NOMEADOS DURANTE A VIGÊNCIA DA CONTRATAÇÃO, DA PREFEITURA MUNICIPAL DE TRABIJU, EM CARÁTER DE EXCLUSIVIDADE, RESPEITADO O PRINCÍPIO DE PORTABILIDADE DAS CONTAS, OBSERVADAS AS NORMATIZAÇÕES ESTABELECIDAS PELO BANCO CENTRAL DO BRASIL. CADASTRO DAS PROPOSTAS: das 09h00min do dia 06/06/2025 até 08h59min do dia 29/07/2025. ABERTURA DAS PROPOSTAS: 29/07/2025 às 09h01min. INÍCIO DA SESSÃO DE DISPUTA: às 09h05min do dia 29/07/2025. LOCAL: www.bll.org.br. REFERÊNCIA DE TEMPO: Horário de Brasília. Informações e os termos do edital constantes a respeito: www.bll.org.br, www.trabiju.sp.gov.br e www.pncp.gov.br: [16, 759, 335, 872]
- notice-body: - Objeto: Aquisição de material de limpeza para manutenção do Paço Municipal, das unidades escolares e itens de higiene infantil - Início do prazo para Envio de Proposta Eletrônica: a partir das 12h00m do dia 06/06/2025 até às 12h00m do dia 12/06/2025. Início da disputa de preços: 12/06/2025 das 08h30m até às 14h30m. O edital encontra-se disponível nos sites www.bll.org.br e https://transparencia.ubatuba.sp.gov.br/homel.: [355, 1481, 674, 1526]
- notice-title: PREFEITURA MUNICIPAL DE TRABIJU – SP: [16, 235, 314, 270]
- notice-signature: Leonardo Visconti Brancalion: [467, 1383, 562, 1391]
- notice-subtitle: REPETIÇÃO: [494, 1584, 535, 1592]
- notice-process: Processo 5.962/2025: [123, 1327, 228, 1340]
- notice-body: Modalidade: PREGÃO ELETRÔNICO – Nº Processo: 024.00003478/2025-39 – Pregão Eletrônico nº 90010/2025 – Objeto: Aquisição de Projetor de Multimídia – Quantidade Total: 01 item conforme especificações no Termo de Referência. Total de Itens Licitados: 01 (um). Disponibilidade do edital: 06/06/2025, Horário: das 09h00 às 17h00. Endereço: Rua Aloisio Nishimura, 83 – Taubaté/SP. Entrega das Propostas: a partir de 06/06/2025 às 09h00 no site www.gov.br/compras. Abertura das Propostas: 18/06/2025 às 11h00 no site www.gov.br/compras. Fonte: DOESP e PNCP: [692, 522, 998, 570]
- notice-signature-role: Chefe de Setor: [492, 1393, 537, 1401]
- notice-boa-esperanca: [686, 58, 1004, 289]
- notice-signature: Heder Jean Bruno de Oliveira - Prefeito Municipal: [441, 1011, 588, 1019]
- notice-title: PREFEITURA MUNICIPAL DE ARAÇOIABA DA SERRA/SP: [736, 1198, 954, 1208]
- notice-subtitle: AVISO DE LICITAÇÃO: [355, 1462, 428, 1470]
- notice-info-title: INFORMAÇÕES:: [482, 735, 547, 746]
- notice-subtitle: Secretaria da Administração: [482, 1565, 578, 1573]
- notice-subtitle: Estado de S. Paulo: [493, 576, 575, 587]
- notice-date: Trabiju, 04 de junho de 2025.: [132, 873, 219, 881]
- notice-subtitle: Pregão Eletrônico nº 068/2025: [466, 1593, 563, 1601]
- section-title: Estado: [31, 24, 102, 50]
- notice-title: SECRETARIA DA SEGURANÇA PÚBLICA: [48, 1077, 263, 1090]
- notice-subtitle: PREGÃO PRESENCIAL PARA REGISTRO DE PREÇO 014/2025: [411, 1085, 618, 1093]
- notice-title: Delegacia Seccional de Polícia de Avaré/SP (UASG 180318): [46, 930, 312, 956]
- notice-subtitle: AVISO DE EDITAL DE LICITAÇÃO: [120, 98, 231, 106]
- notice-date: Buri, 04 de junho de 2025.: [465, 819, 564, 830]
- notice-subtitle: AVISO DE DISPENSA Nº 90004/2025: [455, 78, 574, 86]
- notice-uasg-taubate: [686, 497, 1004, 575]
- notice-date: Buri, 04 de junho de 2025.: [465, 510, 564, 521]
- notice-heading-row: [354, 1547, 675, 1574]
- notice-body: Aviso de Licitação - Pregão Eletrônico nº 90004/2025 - Processo SEI nº 068.00028861/2025-56. Encontra-se aberta no Departamento de Polícia Judiciária da Macro São Paulo – DEMACRO (UASG 180108), a licitação na modalidade pregão eletrônico nº 90004/2025, do tipo menor preço, objetivando a aquisição de artigos para escritório. Data de início do prazo para envio da proposta: 06/06/2025 às 09h00m. Data fim de recebimento das propostas: 23/06/2025 às 09h00 - Data da Sessão Pública: 23/06/2025 às 10h00 (horário de Brasília), com endereço eletrônico: www.gov.br/compras/pt-br. O Edital na íntegra está disponível nos sites https://www.pncp.gov.br e www.gov.br/compras/pt-br. Quaisquer esclarecimentos ou informações serão prestados através dos e-mails: financas.demacro@policiacivil.sp.gov.br e demacro.dicap@policiacivil.sp.gov.br das 09h às 19h, de segunda-feira a sexta-feira.: [15, 1130, 336, 1202]
- notice-date: Trabiju, 04 de junho de 2025.: [132, 364, 219, 372]
- notice-trabiju-4: [9, 525, 342, 685]
- page-number: A6: [976, 21, 1003, 44]
- notice-heading-row: [355, 558, 674, 592]
- notice-body: Acha-se aberto na Delegacia Seccional de Polícia de Avaré/SP (UASG 180318), o edital de licitação na modalidade Pregão Eletrônico 90007/2025 – Processo SEI nº 019.00015244/2025-11, do tipo Menor Preço, objetivando a aquisição de material de consumo – Pneumáticos – para a frota de viaturas da Delegacia Seccional de Avaré, conforme Termo de Referência que compõem o Edital como Anexo I. A realização se dará no dia 23/06/2025, às 09h00min, no endereço eletrônico "compras.gov.br". O edital na íntegra poderá ser obtido na sede da Delegacia Seccional de Polícia de Avaré, situada na Rua Santa Catarina, nº 151, Água Branca, Avaré/SP, das 09 às 17:00 horas, de segunda a sexta-feira, mediante apresentação de mídia (pendrive) ou através do correio eletrônico: dsp.avare.gov@policiacivil.sp.gov.br, bem como no endereço eletrônico "https://pncp.gov.br/app/editais", ou ainda, no sítio eletrônico https://www.dsp.sp.gov.br/negocios-publicos: [15, 966, 336, 1046]
- notice-signature: Mario Aparecido Biscaro: [118, 1495, 233, 1508]
- notice-info: - Data e horário de abertura: do dia 09/06/2025 ao dia 18/06/2025: [355, 746, 598, 757]
- notice-body: A Fundação "Prof. Dr. Manoel Pedro Pimentel" - FUNAP, UASG 381101, comunica a abertura do Pregão Eletrônico nº 90006/2025, Edital nº 41/2025, para aquisição de material para artesanato. A Sessão Pública será realizada no endereço eletrônico https://www.gov.br/compras a partir das 09h00 do dia 23/06/2025. Edital na íntegra: https://www.dsp.sp.gov.br/negocios-publicos e https://www.funap.sp.gov.br: [354, 214, 675, 246]
- funap-logo-icon: [354, 185, 398, 213]
- notice-subtitle: Estado de São Paulo: [495, 1556, 565, 1564]
- notice-signature-role: Prefeito Municipal: [149, 211, 202, 219]
- notice-dourado: [686, 580, 1004, 722]
- notice-title: PREFEITURA MUNICIPAL DE BOFETE: [704, 902, 986, 920]
- notice-title: PREFEITURA MUNICIPAL DE UBATUBA: [426, 1440, 634, 1453]
- notice-heading-row: [16, 1258, 335, 1310]
